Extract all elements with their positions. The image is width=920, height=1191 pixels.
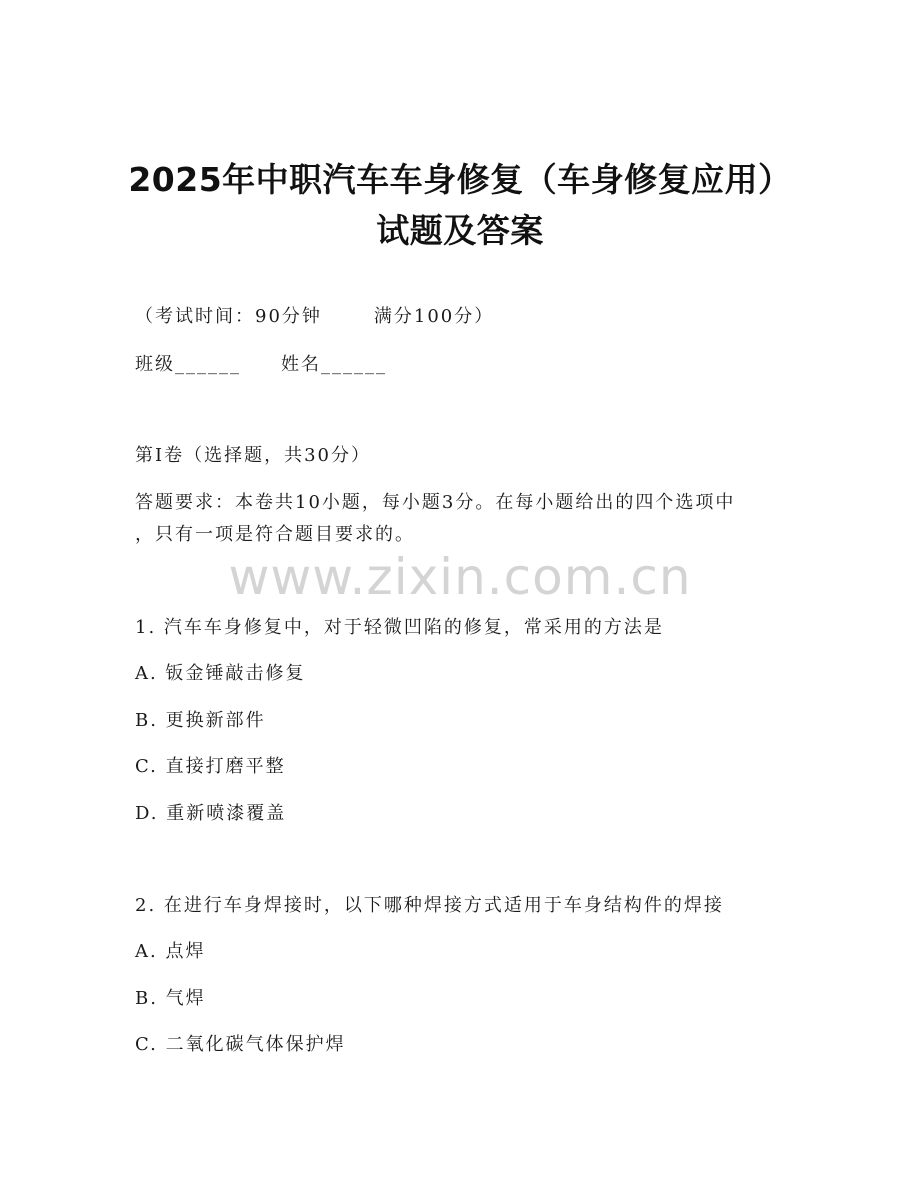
question-1-option-d: D. 重新喷漆覆盖 <box>135 803 287 824</box>
section-heading: 第I卷（选择题，共30分） <box>135 445 372 466</box>
document-title-line-1: 2025年中职汽车车身修复（车身修复应用） <box>128 160 792 199</box>
class-field: 班级______ <box>135 354 241 375</box>
question-1-option-a: A. 钣金锤敲击修复 <box>135 663 306 684</box>
question-2-stem: 2. 在进行车身焊接时，以下哪种焊接方式适用于车身结构件的焊接 <box>135 895 724 916</box>
section-instruction-line-1: 答题要求：本卷共10小题，每小题3分。在每小题给出的四个选项中 <box>135 492 736 513</box>
question-1-stem: 1. 汽车车身修复中，对于轻微凹陷的修复，常采用的方法是 <box>135 617 664 638</box>
exam-info <box>135 302 494 328</box>
name-field: 姓名______ <box>281 354 387 375</box>
student-info <box>135 350 387 376</box>
question-1-option-b: B. 更换新部件 <box>135 710 266 731</box>
exam-score: 满分100分） <box>373 306 495 327</box>
question-1-option-c: C. 直接打磨平整 <box>135 756 286 777</box>
section-instruction-line-2: ，只有一项是符合题目要求的。 <box>135 524 415 545</box>
question-2-option-c: C. 二氧化碳气体保护焊 <box>135 1034 346 1055</box>
document-title-line-2: 试题及答案 <box>376 211 544 250</box>
exam-time: （考试时间：90分钟 <box>135 306 322 327</box>
question-2-option-b: B. 气焊 <box>135 988 206 1009</box>
watermark: www.zixin.com.cn <box>228 548 692 606</box>
question-2-option-a: A. 点焊 <box>135 941 206 962</box>
